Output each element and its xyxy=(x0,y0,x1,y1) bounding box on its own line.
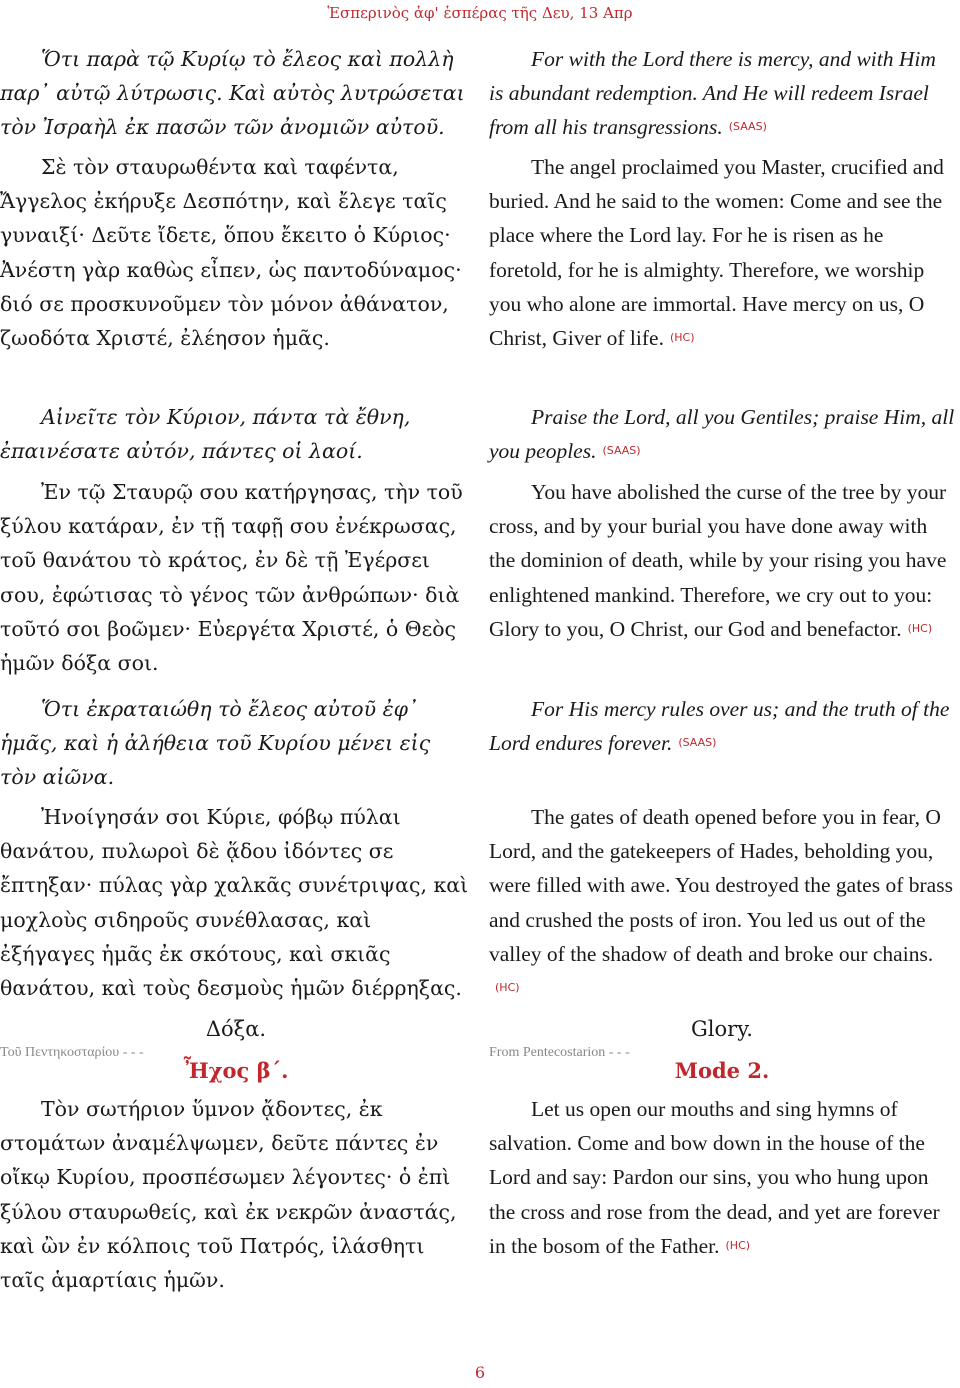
source-tag: (HC) xyxy=(907,621,933,635)
greek-source-label: Τοῦ Πεντηκοσταρίου - - - xyxy=(0,1045,144,1060)
page-number: 6 xyxy=(474,1363,486,1382)
english-mode: Mode 2. xyxy=(674,1058,770,1083)
english-hymn-2-text: You have abolished the curse of the tree by your cross, and by your burial you have done away with the dominion of death, while by your rising you have enlightened mankind. Therefore, we cry out to you: Glory to you, O Christ, our God and benefactor. xyxy=(489,480,947,641)
source-tag: (SAAS) xyxy=(602,444,641,458)
english-verse-1 xyxy=(489,42,955,145)
english-verse-3-text: For His mercy rules over us; and the truth of the Lord endures forever. xyxy=(489,697,950,756)
page-header: Ἑσπερινὸς ἀφ' ἑσπέρας τῆς Δευ, 13 Απρ xyxy=(327,4,633,22)
greek-verse-1: Ὅτι παρὰ τῷ Κυρίῳ τὸ ἔλεος καὶ πολλὴ παρ᾽ αὐτῷ λύτρωσις. Καὶ αὐτὸς λυτρώσεται τὸν Ἰσραὴλ ἐκ πασῶν τῶν ἀνομιῶν αὐτοῦ. xyxy=(0,47,465,140)
source-tag: (HC) xyxy=(669,331,695,345)
greek-mode: Ἦχος β´. xyxy=(183,1058,289,1083)
greek-hymn-3: Ἠνοίγησάν σοι Κύριε, φόβῳ πύλαι θανάτου, πυλωροὶ δὲ ᾅδου ἰδόντες σε ἔπτηξαν· πύλας γὰρ χαλκᾶς συνέτριψας, καὶ μοχλοὺς σιδηροῦς συνέθλασας, καὶ ἐξήγαγες ἡμᾶς ἐκ σκότους, καὶ σκιᾶς θανάτου, καὶ τοὺς δεσμοὺς ἡμῶν διέρρηξας. xyxy=(0,805,469,1001)
greek-verse-2: Αἰνεῖτε τὸν Κύριον, πάντα τὰ ἔθνη, ἐπαινέσατε αὐτόν, πάντες οἱ λαοί. xyxy=(0,405,411,464)
english-hymn-3-text: The gates of death opened before you in fear, O Lord, and the gatekeepers of Hades, beholding you, were filled with awe. You destroyed the gates of brass and crushed the posts of iron. You led us out of the valley of the shadow of death and broke our chains. xyxy=(489,805,953,966)
greek-glory: Δόξα. xyxy=(205,1017,267,1041)
source-tag: (HC) xyxy=(495,981,520,995)
english-hymn-1-text: The angel proclaimed you Master, crucified and buried. And he said to the women: Come and see the place where the Lord lay. For he is risen as he foretold, for he is almighty. Therefore, we worship you who alone are immortal. Have mercy on us, O Christ, Giver of life. xyxy=(489,155,944,351)
english-hymn-1 xyxy=(489,150,955,355)
english-hymn-4-text: Let us open our mouths and sing hymns of salvation. Come and bow down in the house of the Lord and say: Pardon our sins, you who hung upon the cross and rose from the dead, and yet are forever in the bosom of the Father. xyxy=(489,1097,940,1258)
source-tag: (SAAS) xyxy=(728,120,767,134)
english-glory: Glory. xyxy=(691,1017,753,1041)
english-verse-1-text: For with the Lord there is mercy, and with Him is abundant redemption. And He will redeem Israel from all his transgressions. xyxy=(489,47,936,140)
greek-verse-3: Ὅτι ἐκραταιώθη τὸ ἔλεος αὐτοῦ ἐφ᾽ ἡμᾶς, καὶ ἡ ἀλήθεια τοῦ Κυρίου μένει εἰς τὸν αἰῶνα. xyxy=(0,697,431,790)
english-verse-2-text: Praise the Lord, all you Gentiles; praise Him, all you peoples. xyxy=(489,405,955,464)
greek-hymn-4: Τὸν σωτήριον ὕμνον ᾄδοντες, ἐκ στομάτων ἀναμέλψωμεν, δεῦτε πάντες ἐν οἴκῳ Κυρίου, προσπέσωμεν λέγοντες· ὁ ἐπὶ ξύλου σταυρωθείς, καὶ ἐκ νεκρῶν ἀναστάς, καὶ ὢν ἐν κόλποις τοῦ Πατρός, ἱλάσθητι ταῖς ἁμαρτίαις ἡμῶν. xyxy=(0,1097,457,1293)
source-tag: (SAAS) xyxy=(678,736,717,750)
greek-hymn-1: Σὲ τὸν σταυρωθέντα καὶ ταφέντα, Ἄγγελος ἐκήρυξε Δεσπότην, καὶ ἔλεγε ταῖς γυναιξί· Δεῦτε ἴδετε, ὅπου ἔκειτο ὁ Κύριος· Ἀνέστη γὰρ καθὼς εἶπεν, ὡς παντοδύναμος· διό σε προσκυνοῦμεν τὸν μόνον ἀθάνατον, ζωοδότα Χριστέ, ἐλέησον ἡμᾶς. xyxy=(0,155,462,351)
english-hymn-2 xyxy=(489,475,955,646)
english-source-label: From Pentecostarion - - - xyxy=(489,1045,630,1060)
english-verse-3 xyxy=(489,692,955,760)
greek-hymn-2: Ἐν τῷ Σταυρῷ σου κατήργησας, τὴν τοῦ ξύλου κατάραν, ἐν τῇ ταφῇ σου ἐνέκρωσας, τοῦ θανάτου τὸ κράτος, ἐν δὲ τῇ Ἐγέρσει σου, ἐφώτισας τὸ γένος τῶν ἀνθρώπων· διὰ τοῦτό σοι βοῶμεν· Εὐεργέτα Χριστέ, ὁ Θεὸς ἡμῶν δόξα σοι. xyxy=(0,480,463,676)
english-hymn-3 xyxy=(489,800,955,1005)
english-verse-2 xyxy=(489,400,955,468)
source-tag: (HC) xyxy=(725,1238,751,1252)
english-hymn-4 xyxy=(489,1092,955,1263)
